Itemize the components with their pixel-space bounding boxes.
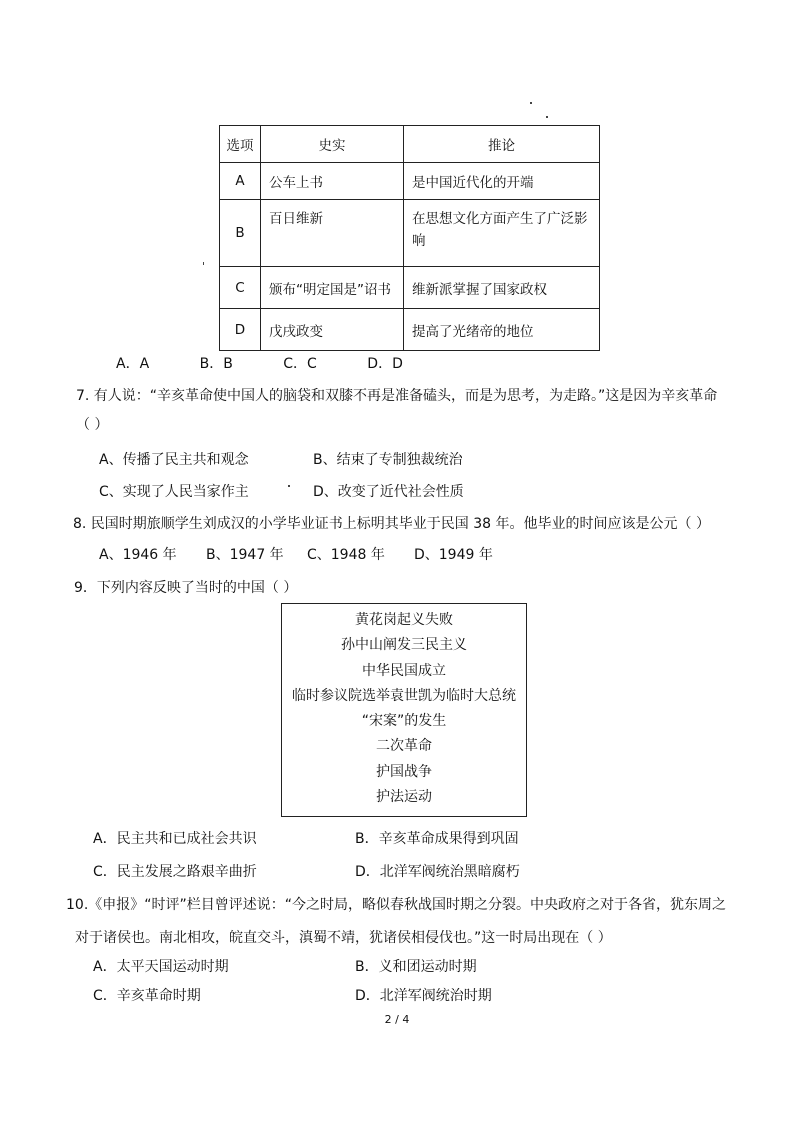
q6-cell-inference: 在思想文化方面产生了广泛影响: [404, 200, 600, 267]
q7-option-b[interactable]: B、结束了专制独裁统治: [313, 452, 463, 468]
q6-header-fact: 史实: [261, 126, 404, 163]
q10-stem-line1: 10.《申报》“时评”栏目曾评述说：“今之时局，略似春秋战国时期之分裂。中央政府之对于各省，犹东周之: [66, 897, 727, 913]
q7-option-c[interactable]: C、实现了人民当家作主: [99, 484, 249, 500]
q9-events-box: [281, 603, 527, 817]
page-number: 2 / 4: [384, 1013, 410, 1026]
q9-option-b[interactable]: B．辛亥革命成果得到巩固: [355, 831, 519, 847]
q9-event-line: 黄花岗起义失败: [355, 612, 453, 628]
q6-cell-fact: 公车上书: [261, 163, 404, 200]
q7-option-d[interactable]: D、改变了近代社会性质: [313, 484, 464, 500]
q6-header-inference: 推论: [404, 126, 600, 163]
q9-option-c[interactable]: C．民主发展之路艰辛曲折: [93, 864, 257, 880]
q7-stem-line2: （ ）: [76, 417, 109, 433]
q6-cell-option: B: [220, 200, 261, 267]
q10-option-d[interactable]: D．北洋军阀统治时期: [355, 988, 492, 1004]
scan-speck: [546, 116, 548, 118]
q8-option-a[interactable]: A、1946 年: [99, 547, 177, 563]
q8-option-b[interactable]: B、1947 年: [206, 547, 284, 563]
q6-table-header-row: [220, 126, 600, 163]
q6-cell-option: A: [220, 163, 261, 200]
q6-cell-fact: 戊戌政变: [261, 309, 404, 351]
q6-cell-option: C: [220, 267, 261, 309]
q6-table: [219, 125, 600, 351]
q7-stem-line1: 7. 有人说：“辛亥革命使中国人的脑袋和双膝不再是准备磕头，而是为思考，为走路。”这是因为辛亥革命: [76, 388, 718, 404]
q9-event-line: 中华民国成立: [362, 662, 446, 679]
q10-option-b[interactable]: B．义和团运动时期: [355, 959, 477, 975]
q6-cell-inference: 维新派掌握了国家政权: [404, 267, 600, 309]
q6-option-a[interactable]: A．A: [116, 356, 150, 372]
q7-option-a[interactable]: A、传播了民主共和观念: [99, 452, 249, 468]
q8-option-d[interactable]: D、1949 年: [414, 547, 493, 563]
table-row: [220, 200, 600, 267]
q8-stem: 8. 民国时期旅顺学生刘成汉的小学毕业证书上标明其毕业于民国 38 年。他毕业的时间应该是公元（ ）: [73, 516, 710, 532]
q8-option-c[interactable]: C、1948 年: [307, 547, 385, 563]
q9-event-line: 二次革命: [376, 738, 432, 755]
table-row: [220, 163, 600, 200]
q9-option-d[interactable]: D．北洋军阀统治黑暗腐朽: [355, 864, 520, 880]
q6-cell-fact: 颁布“明定国是”诏书: [261, 267, 404, 309]
q6-options: [116, 353, 449, 373]
q10-option-a[interactable]: A．太平天国运动时期: [93, 959, 229, 975]
q9-stem: 9．下列内容反映了当时的中国（ ）: [74, 580, 298, 596]
q9-option-a[interactable]: A．民主共和已成社会共识: [93, 831, 257, 847]
q6-option-c[interactable]: C．C: [283, 356, 317, 372]
scan-speck: [203, 262, 204, 265]
q9-event-line: “宋案”的发生: [361, 713, 447, 730]
q9-event-line: 护国战争: [376, 763, 432, 780]
scan-speck: [530, 102, 532, 104]
q6-cell-fact: 百日维新: [261, 200, 404, 267]
q6-cell-option: D: [220, 309, 261, 351]
q6-cell-inference: 是中国近代化的开端: [404, 163, 600, 200]
q6-header-option: 选项: [220, 126, 261, 163]
q6-cell-inference: 提高了光绪帝的地位: [404, 309, 600, 351]
table-row: [220, 309, 600, 351]
q10-option-c[interactable]: C．辛亥革命时期: [93, 988, 201, 1004]
q6-option-d[interactable]: D．D: [367, 356, 403, 372]
q9-event-line: 护法运动: [376, 789, 432, 806]
q9-event-line: 临时参议院选举袁世凯为临时大总统: [292, 687, 516, 704]
q10-stem-line2: 对于诸侯也。南北相攻，皖直交斗，滇蜀不靖，犹诸侯相侵伐也。”这一时局出现在（ ）: [75, 930, 612, 946]
scan-speck: [288, 485, 290, 487]
q9-event-line: 孙中山阐发三民主义: [341, 637, 467, 654]
table-row: [220, 267, 600, 309]
q6-option-b[interactable]: B．B: [199, 356, 233, 372]
